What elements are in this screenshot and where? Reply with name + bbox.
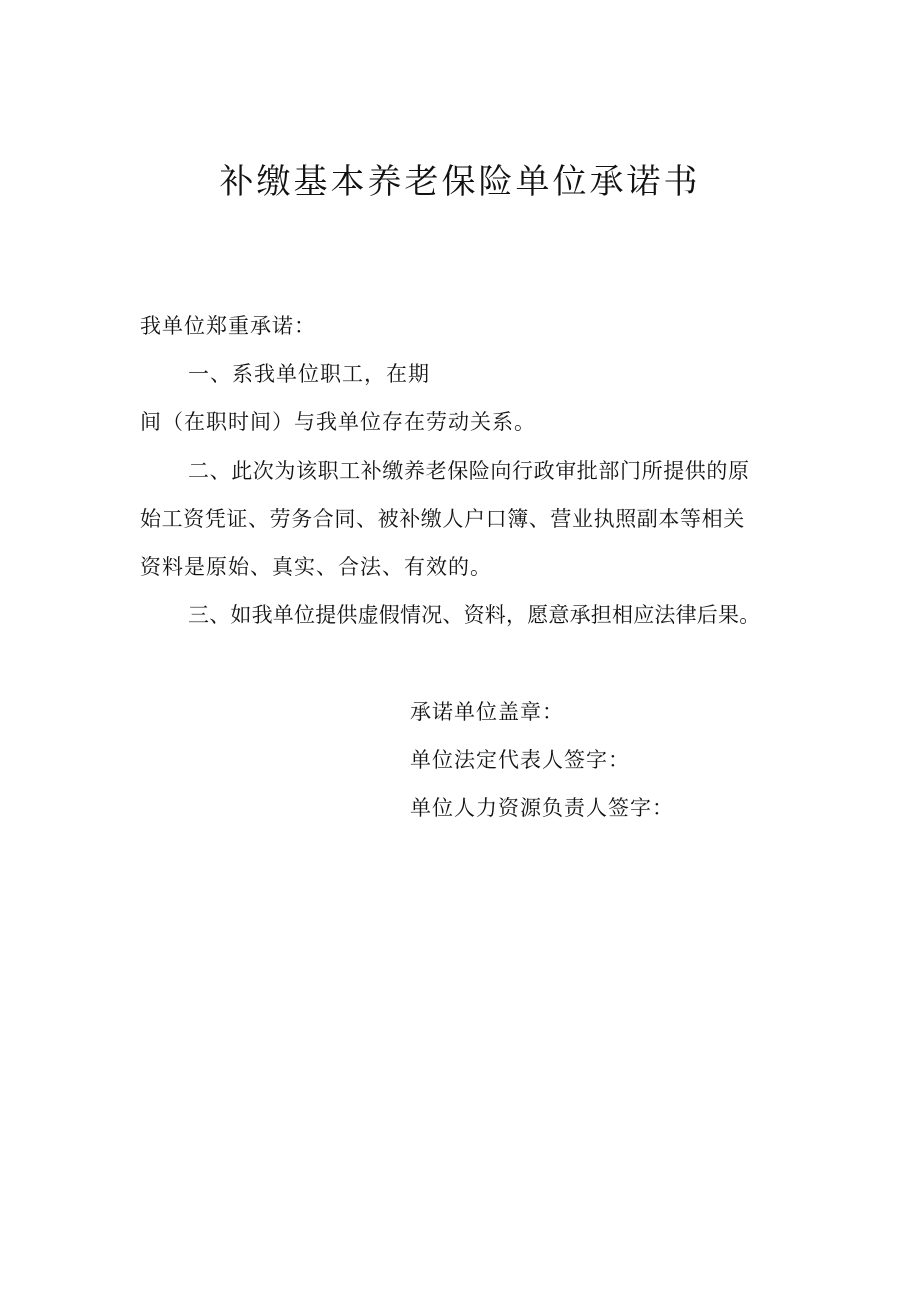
commitment-item-2-line-1: 二、此次为该职工补缴养老保险向行政审批部门所提供的原 (188, 459, 750, 483)
commitment-item-2-line-3: 资料是原始、真实、合法、有效的。 (140, 555, 492, 579)
commitment-item-1-line-1: 一、系我单位职工，在期 (188, 362, 430, 386)
salutation: 我单位郑重承诺： (140, 314, 316, 338)
commitment-item-1-line-2: 间（在职时间）与我单位存在劳动关系。 (140, 410, 536, 434)
legal-rep-signature-label: 单位法定代表人签字： (410, 748, 630, 772)
commitment-item-3-line-1: 三、如我单位提供虚假情况、资料，愿意承担相应法律后果。 (188, 603, 761, 627)
seal-label: 承诺单位盖章： (410, 700, 564, 724)
commitment-item-2-line-2: 始工资凭证、劳务合同、被补缴人户口簿、营业执照副本等相关 (140, 507, 745, 531)
document-title: 补缴基本养老保险单位承诺书 (219, 162, 701, 202)
hr-head-signature-label: 单位人力资源负责人签字： (410, 796, 674, 820)
